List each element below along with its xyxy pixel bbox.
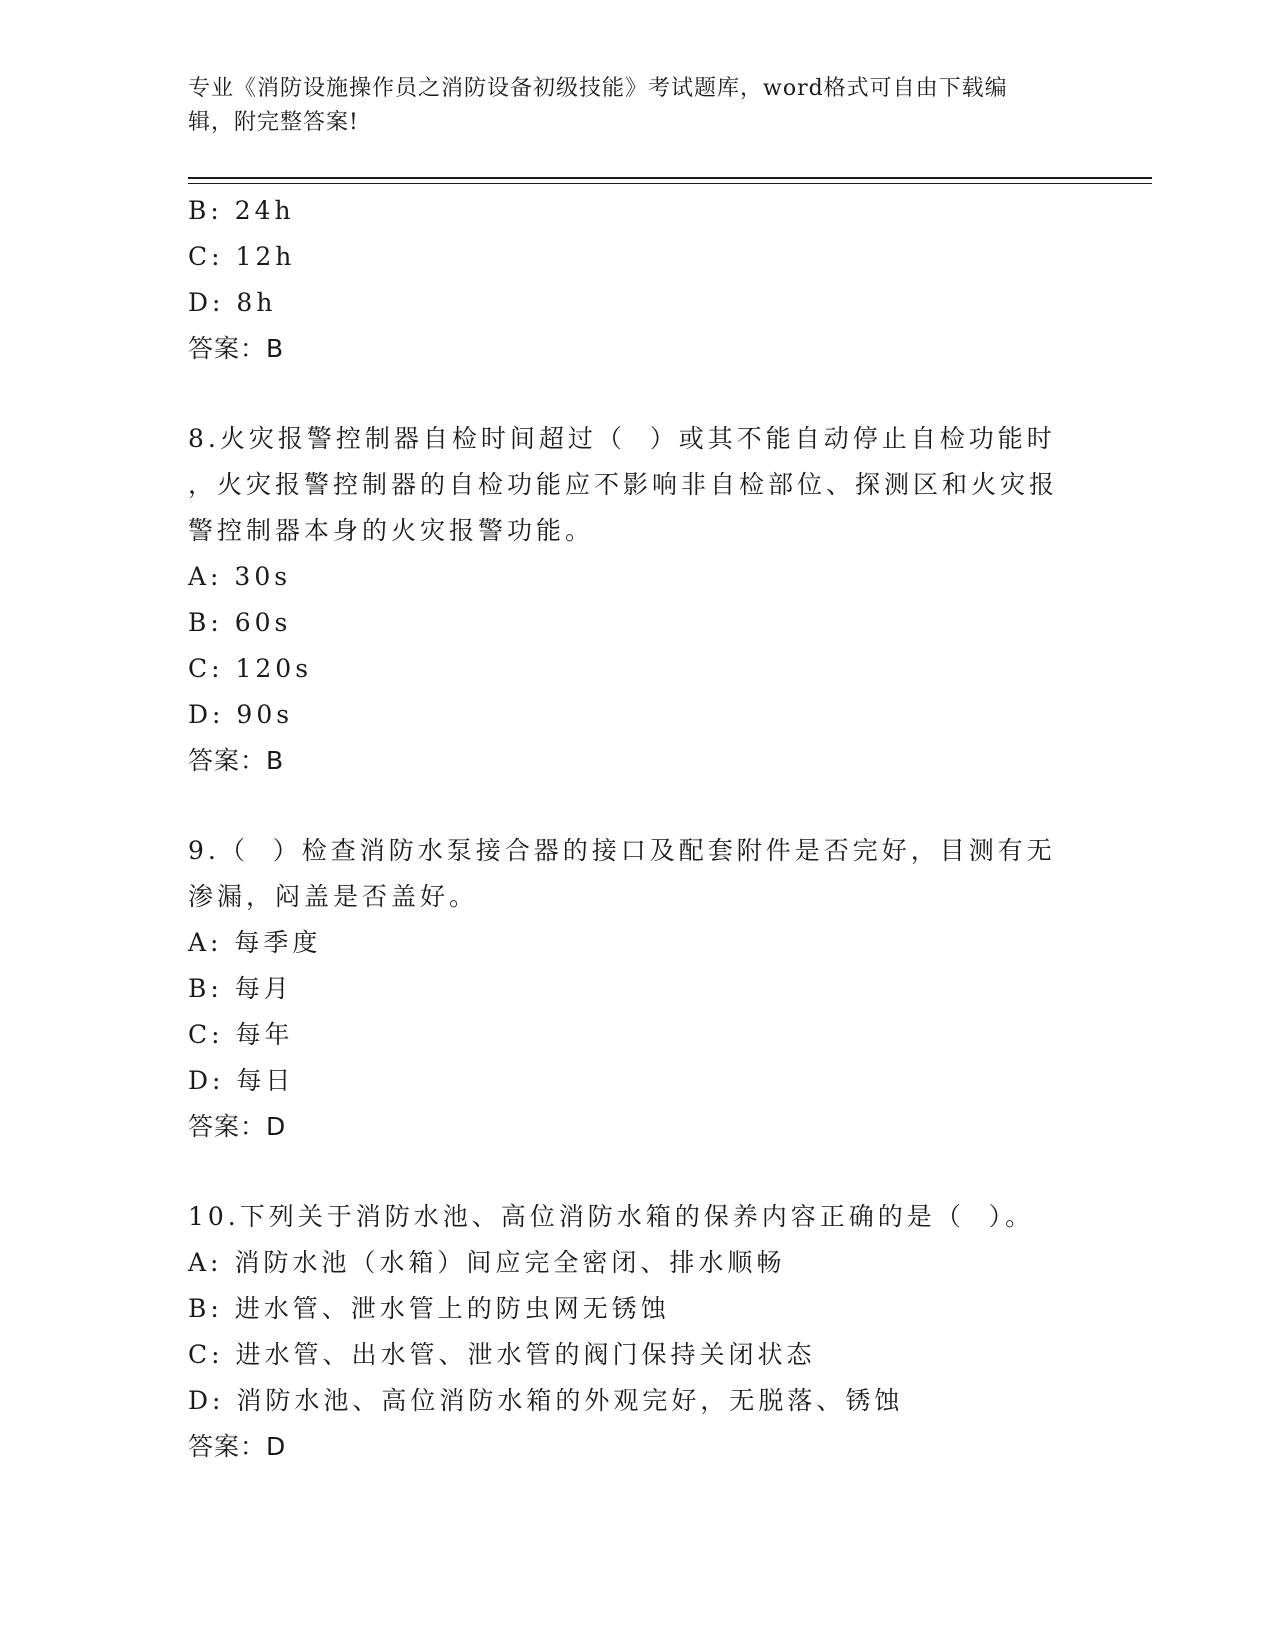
answer-line: 答案：D	[188, 1112, 287, 1141]
header-line-1: 专业《消防设施操作员之消防设备初级技能》考试题库，word格式可自由下载编	[188, 76, 1008, 101]
option-d: D: 每日	[188, 1066, 295, 1095]
option-c: C: 120s	[188, 654, 313, 683]
page-header	[188, 72, 1068, 140]
header-line-2: 辑，附完整答案!	[188, 110, 359, 135]
question-stem-line: 8.火灾报警控制器自检时间超过（ ）或其不能自动停止自检功能时	[188, 424, 1056, 453]
option-b: B: 24h	[188, 196, 295, 225]
spacer	[188, 372, 1088, 416]
header-rule-thin	[188, 183, 1152, 184]
question-stem-line: 10.下列关于消防水池、高位消防水箱的保养内容正确的是（ ）。	[188, 1202, 1035, 1231]
question-10	[188, 1194, 1088, 1470]
option-c: C: 每年	[188, 1020, 294, 1049]
option-d: D: 消防水池、高位消防水箱的外观完好，无脱落、锈蚀	[188, 1386, 904, 1415]
question-8	[188, 416, 1088, 784]
option-a: A: 每季度	[188, 928, 322, 957]
question-stem-line: 9.（ ）检查消防水泵接合器的接口及配套附件是否完好，目测有无	[188, 836, 1056, 865]
option-b: B: 60s	[188, 608, 292, 637]
option-d: D: 90s	[188, 700, 294, 729]
answer-line: 答案：B	[188, 334, 285, 363]
question-stem-line: 警控制器本身的火灾报警功能。	[188, 516, 595, 545]
question-stem-line: ，火灾报警控制器的自检功能应不影响非自检部位、探测区和火灾报	[188, 470, 1059, 499]
option-a: A: 30s	[188, 562, 292, 591]
option-b: B: 进水管、泄水管上的防虫网无锈蚀	[188, 1294, 670, 1323]
spacer	[188, 1150, 1088, 1194]
question-stem-line: 渗漏，闷盖是否盖好。	[188, 882, 479, 911]
option-c: C: 12h	[188, 242, 296, 271]
answer-line: 答案：D	[188, 1432, 287, 1461]
option-c: C: 进水管、出水管、泄水管的阀门保持关闭状态	[188, 1340, 816, 1369]
header-rule-thick	[188, 177, 1152, 179]
answer-line: 答案：B	[188, 746, 285, 775]
spacer	[188, 784, 1088, 828]
question-7	[188, 188, 1088, 372]
question-9	[188, 828, 1088, 1150]
option-d: D: 8h	[188, 288, 277, 317]
question-list	[188, 188, 1088, 1470]
option-b: B: 每月	[188, 974, 293, 1003]
option-a: A: 消防水池（水箱）间应完全密闭、排水顺畅	[188, 1248, 786, 1277]
